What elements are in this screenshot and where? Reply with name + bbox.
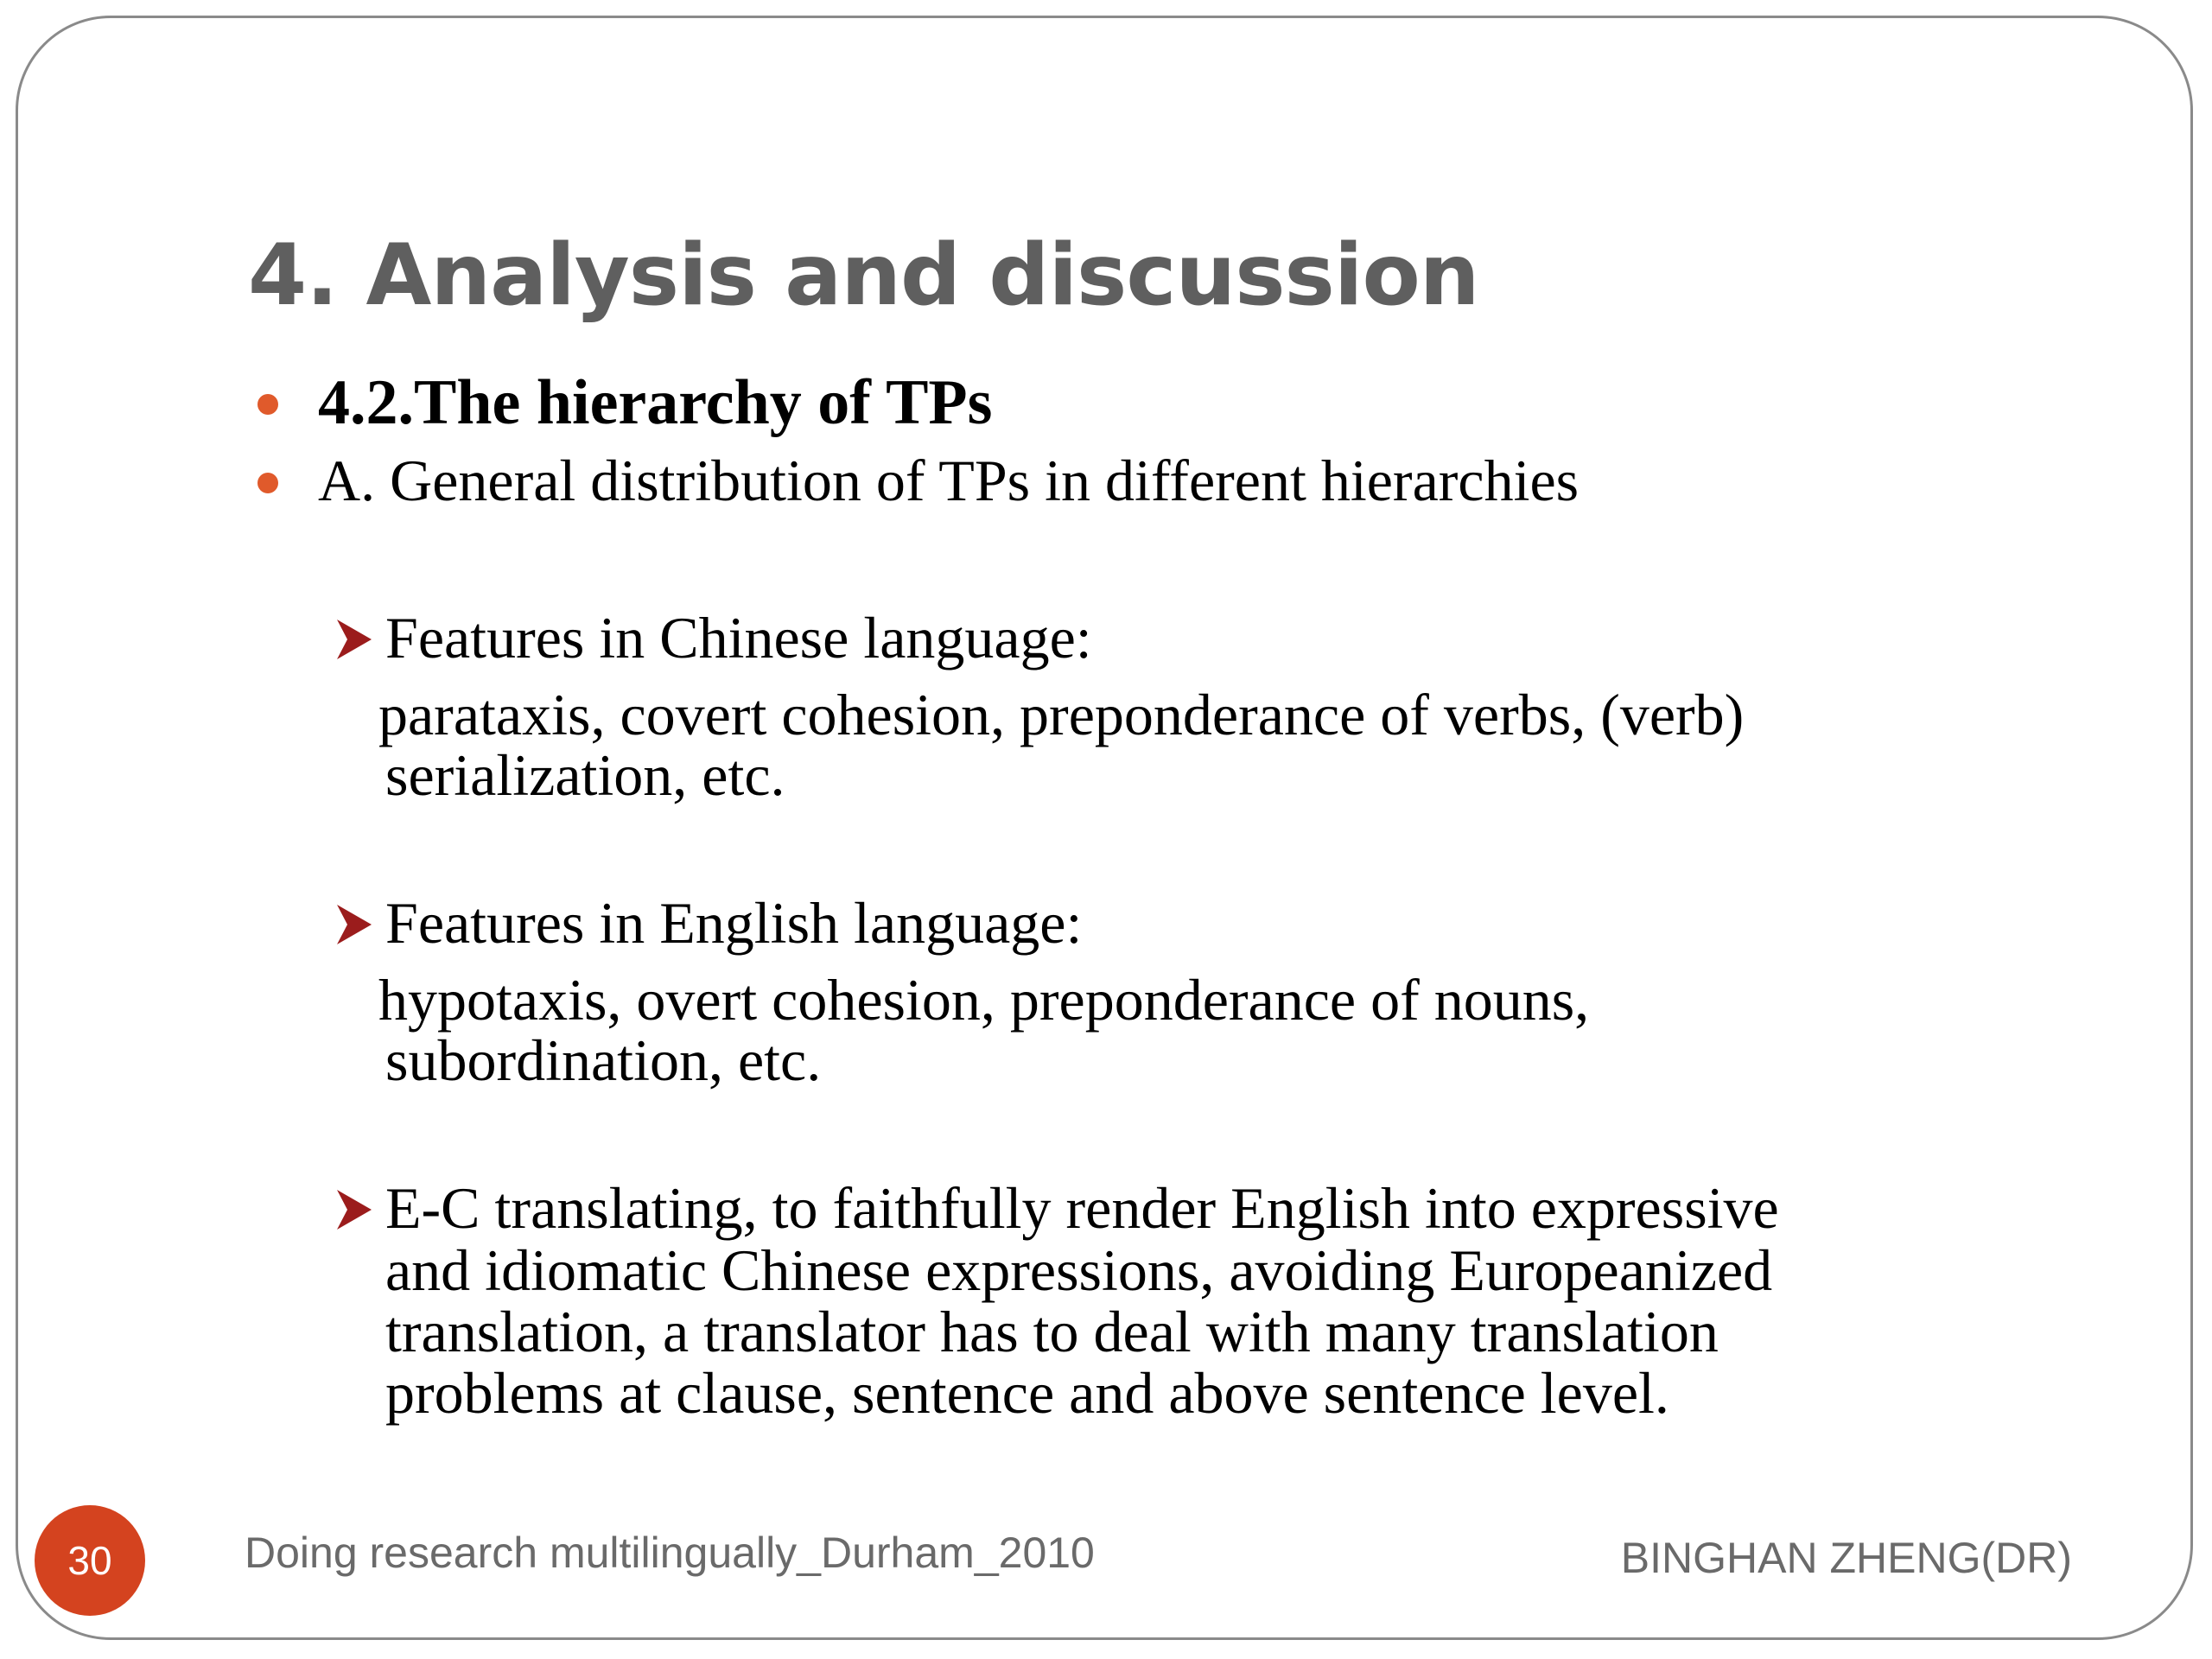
footer-event-text: Doing research multilingually_Durham_2010 (245, 1529, 1095, 1577)
page-number-badge (35, 1505, 145, 1616)
sub-item-english-heading: Features in English language: (385, 890, 1083, 956)
sub-item-chinese-heading: Features in Chinese language: (385, 605, 1092, 671)
bullet-dot-icon (257, 473, 278, 493)
page-number: 30 (67, 1538, 112, 1583)
sub-item-ec-translating-line: translation, a translator has to deal with many translation (385, 1299, 1719, 1364)
sub-item-english-line: hypotaxis, overt cohesion, preponderance of nouns, (378, 967, 1590, 1033)
sub-item-ec-translating-line: and idiomatic Chinese expressions, avoiding Europeanized (385, 1237, 1773, 1303)
arrowhead-icon (335, 618, 373, 661)
arrowhead-icon (335, 1188, 373, 1231)
sub-item-chinese-line: parataxis, covert cohesion, preponderance of verbs, (verb) (378, 682, 1745, 747)
bullet-general-distribution: A. General distribution of TPs in different hierarchies (318, 448, 1580, 513)
arrowhead-icon (335, 903, 373, 946)
slide-title: 4. Analysis and discussion (248, 226, 1479, 325)
sub-item-english-line: subordination, etc. (385, 1027, 822, 1093)
bullet-dot-icon (257, 394, 278, 415)
bullet-hierarchy-heading: 4.2.The hierarchy of TPs (318, 367, 993, 438)
sub-item-chinese-line: serialization, etc. (385, 742, 785, 808)
footer-author-text: BINGHAN ZHENG(DR) (1620, 1534, 2072, 1582)
sub-item-ec-translating-line: problems at clause, sentence and above sentence level. (385, 1360, 1669, 1426)
sub-item-ec-translating-heading: E-C translating, to faithfully render English into expressive (385, 1175, 1779, 1241)
